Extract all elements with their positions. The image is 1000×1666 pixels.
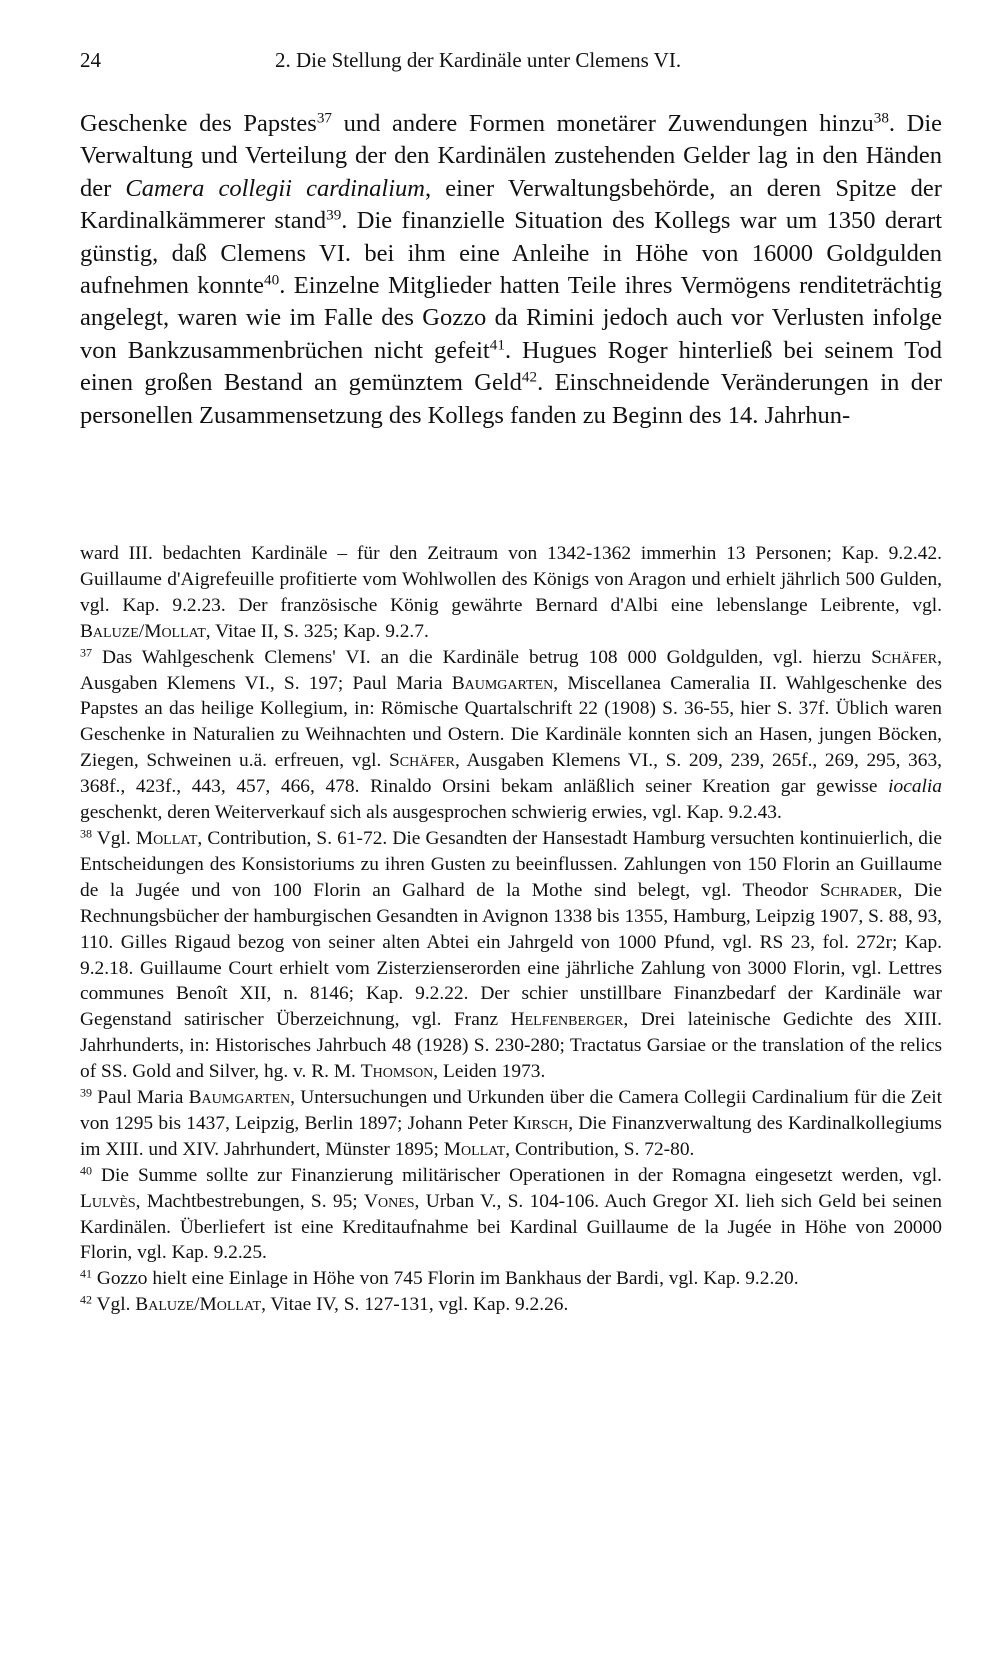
- author-name: Schäfer: [389, 750, 456, 772]
- author-name: Baluze/Mollat: [80, 620, 206, 642]
- footnote-continued: [80, 541, 942, 645]
- body-text: . Hugues Roger hinterließ bei seinem Tod einen großen Bestand an gemünztem Geld: [80, 336, 942, 397]
- main-text: [80, 108, 942, 432]
- footnote-ref[interactable]: 38: [873, 109, 889, 127]
- body-text: , einer Verwaltungsbehörde, an deren Spitze der Kardinalkämmerer stand: [80, 174, 942, 235]
- author-name: Mollat: [443, 1138, 506, 1160]
- footnote-text: Das Wahlgeschenk Clemens' VI. an die Kardinäle betrug 108 000 Goldgulden, vgl. hierzu: [92, 646, 872, 668]
- footnote-41: [80, 1266, 942, 1292]
- footnote-text: , Ausgaben Klemens VI., S. 197; Paul Maria: [80, 646, 942, 694]
- footnotes: [80, 541, 942, 1318]
- body-text: . Die finanzielle Situation des Kollegs war um 1350 derart günstig, daß Clemens VI. bei ihm eine Anleihe in Höhe von 16000 Goldgulden aufnehmen konnte: [80, 207, 943, 300]
- body-text: . Einschneidende Veränderungen in der personellen Zusammensetzung des Kollegs fanden zu Beginn des 14. Jahrhun-: [80, 369, 942, 429]
- author-name: Schrader: [819, 879, 898, 901]
- footnote-mark: 39: [80, 1085, 93, 1100]
- footnote-ref[interactable]: 39: [326, 206, 342, 224]
- footnote-mark: 37: [80, 645, 93, 660]
- footnote-text: Die Summe sollte zur Finanzierung militärischer Operationen in der Romagna eingesetzt werden, vgl.: [92, 1164, 942, 1186]
- footnote-text: , Untersuchungen und Urkunden über die Camera Collegii Cardinalium für die Zeit von 1295 bis 1437, Leipzig, Berlin 1897; Johann Peter: [80, 1087, 942, 1134]
- italic-term: iocalia: [888, 776, 942, 798]
- footnote-text: , Drei lateinische Gedichte des XIII. Jahrhunderts, in: Historisches Jahrbuch 48 (1928) S. 230-280; Tractatus Garsiae or the translation of the relics of SS. Gold and Silver, hg. v. R. M.: [80, 1009, 942, 1083]
- footnote-ref[interactable]: 40: [264, 271, 280, 289]
- footnote-38: [80, 826, 942, 1085]
- footnote-text: , Machtbestrebungen, S. 95;: [135, 1190, 364, 1212]
- author-name: Thomson: [360, 1061, 434, 1083]
- author-name: Vones: [363, 1190, 415, 1212]
- body-text: Geschenke des Papstes: [80, 110, 317, 137]
- footnote-text: Vgl.: [92, 1294, 136, 1316]
- footnote-ref[interactable]: 41: [489, 336, 505, 354]
- footnote-mark: 42: [80, 1292, 93, 1307]
- footnote-text: , Leiden 1973.: [433, 1061, 546, 1083]
- footnote-37: [80, 645, 942, 826]
- italic-term: Camera collegii cardinalium: [125, 174, 425, 202]
- body-paragraph: [80, 108, 942, 432]
- body-text: . Einzelne Mitglieder hatten Teile ihres Vermögens renditeträchtig angelegt, waren wie im Falle des Gozzo da Rimini jedoch auch vor Verlusten infolge von Bankzusammenbrüchen nicht gefeit: [80, 272, 942, 364]
- footnote-ref[interactable]: 42: [521, 368, 538, 386]
- footnote-text: Paul Maria: [92, 1087, 189, 1109]
- author-name: Lulvès: [80, 1190, 136, 1212]
- footnote-ref[interactable]: 37: [316, 109, 333, 127]
- body-text: und andere Formen monetärer Zuwendungen hinzu: [332, 110, 874, 137]
- footnote-text: geschenkt, deren Weiterverkauf sich als ausgesprochen schwierig erwies, vgl. Kap. 9.2.43.: [80, 802, 782, 824]
- author-name: Mollat: [135, 827, 198, 849]
- footnote-text: , Vitae II, S. 325; Kap. 9.2.7.: [205, 620, 429, 642]
- footnote-text: , Miscellanea Cameralia II. Wahlgeschenke des Papstes an das heilige Kollegium, in: Römische Quartalschrift 22 (1908) S. 36-55, hier S. 37f. Üblich waren Geschenke in Naturalien zu Weihnachten und Ostern. Die Kardinäle konnten sich an Hasen, jungen Böcken, Ziegen, Schweinen u.ä. erfreuen, vgl.: [80, 672, 942, 772]
- author-name: Schäfer: [871, 646, 938, 668]
- footnote-text: , Ausgaben Klemens VI., S. 209, 239, 265f., 269, 295, 363, 368f., 423f., 443, 457, 466, 478. Rinaldo Orsini bekam anläßlich seiner Kreation gar gewisse: [80, 750, 942, 798]
- footnote-40: [80, 1163, 942, 1267]
- author-name: Kirsch: [512, 1112, 569, 1134]
- footnote-42: [80, 1292, 942, 1318]
- author-name: Baumgarten: [188, 1087, 291, 1109]
- footnote-text: Gozzo hielt eine Einlage in Höhe von 745 Florin im Bankhaus der Bardi, vgl. Kap. 9.2.20.: [92, 1268, 799, 1290]
- page-number: 24: [80, 48, 101, 72]
- footnote-text: , Contribution, S. 72-80.: [505, 1138, 695, 1160]
- footnote-mark: 38: [80, 826, 93, 841]
- footnote-mark: 41: [80, 1266, 93, 1281]
- footnote-text: ward III. bedachten Kardinäle – für den Zeitraum von 1342-1362 immerhin 13 Personen; Kap. 9.2.42. Guillaume d'Aigrefeuille profitierte vom Wohlwollen des Königs von Aragon und erhielt jährlich 500 Gulden, vgl. Kap. 9.2.23. Der französische König gewährte Bernard d'Albi eine lebenslange Leibrente, vgl.: [80, 543, 942, 616]
- footnote-text: , Die Rechnungsbücher der hamburgischen Gesandten in Avignon 1338 bis 1355, Hamburg, Leipzig 1907, S. 88, 93, 110. Gilles Rigaud bezog von seiner alten Abtei ein Jahrgeld von 1000 Pfund, vgl. RS 23, fol. 272r; Kap. 9.2.18. Guillaume Court erhielt vom Zisterzienserorden eine jährliche Zahlung von 3000 Florin, vgl. Lettres communes Benoît XII, n. 8146; Kap. 9.2.22. Der schier unstillbare Finanzbedarf der Kardinäle war Gegenstand satirischer Überzeichnung, vgl. Franz: [80, 879, 942, 1031]
- body-text: . Die Verwaltung und Verteilung der den Kardinälen zustehenden Gelder lag in den Händen der: [80, 110, 942, 202]
- author-name: Baumgarten: [451, 672, 554, 694]
- footnote-39: [80, 1085, 942, 1163]
- footnote-text: Vgl.: [92, 827, 136, 849]
- author-name: Baluze/Mollat: [135, 1294, 262, 1316]
- footnote-text: , Urban V., S. 104-106. Auch Gregor XI. lieh sich Geld bei seinen Kardinälen. Überliefert ist eine Kreditaufnahme bei Kardinal Guillaume de la Jugée in Höhe von 20000 Florin, vgl. Kap. 9.2.25.: [80, 1190, 942, 1264]
- footnote-mark: 40: [80, 1163, 93, 1178]
- footnote-text: , Contribution, S. 61-72. Die Gesandten der Hansestadt Hamburg versuchten kontinuierlich, die Entscheidungen des Konsistoriums zu ihren Gusten zu beeinflussen. Zahlungen von 150 Florin an Guillaume de la Jugée und von 100 Florin an Galhard de la Mothe sind belegt, vgl. Theodor: [80, 827, 942, 901]
- footnote-text: , Vitae IV, S. 127-131, vgl. Kap. 9.2.26.: [261, 1294, 569, 1316]
- running-title: 2. Die Stellung der Kardinäle unter Clemens VI.: [275, 48, 682, 72]
- footnote-text: , Die Finanzverwaltung des Kardinalkollegiums im XIII. und XIV. Jahrhundert, Münster 1895;: [80, 1112, 942, 1160]
- author-name: Helfenberger: [510, 1009, 624, 1031]
